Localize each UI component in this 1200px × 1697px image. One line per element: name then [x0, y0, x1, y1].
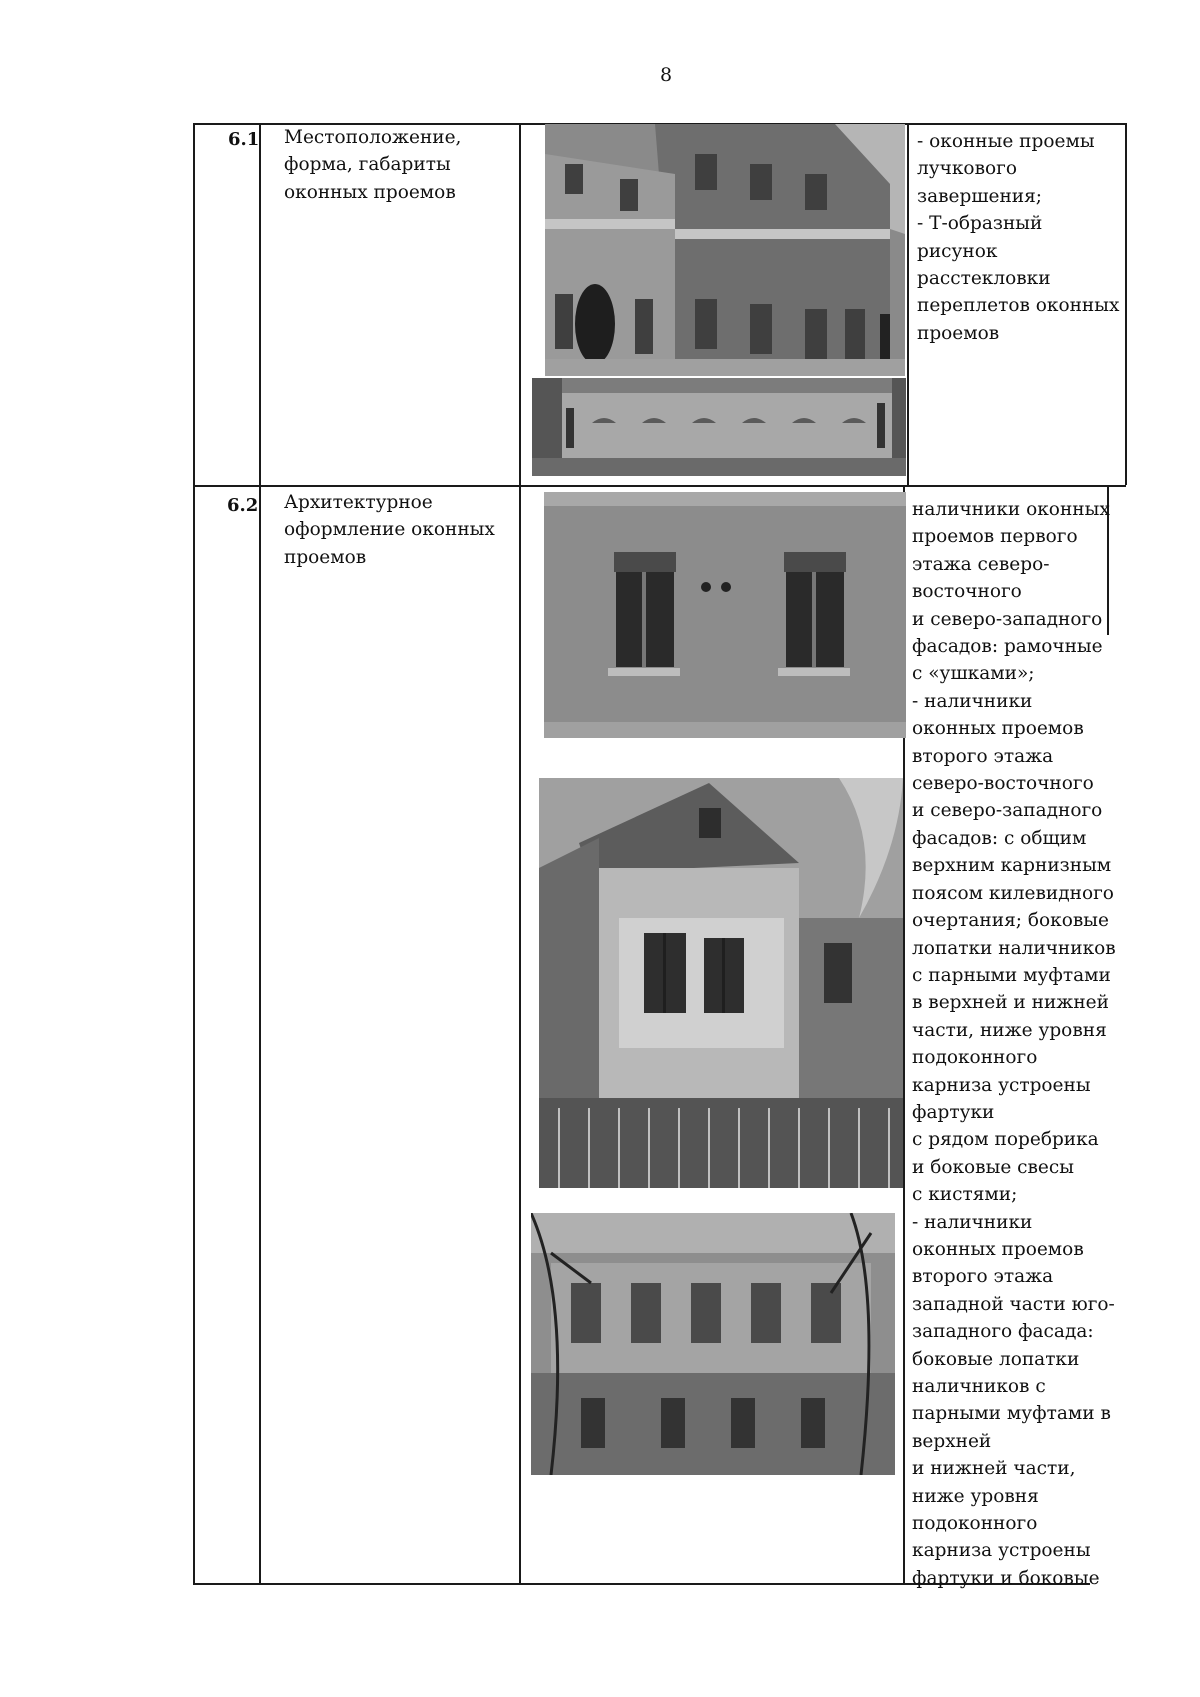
row-number: 6.1: [228, 129, 260, 150]
first-floor-windows-photo: [544, 492, 906, 738]
row-description: наличники оконных проемов первого этажа северо- восточного и северо-западного фасадов: рамочные с «ушками»; - наличники оконных проемов второго этажа северо-восточного и северо-западного фасадов: с общим верхним карнизным поясом килевидного очертания; боковые лопатки наличников с парными муфтами в верхней и нижней части, ниже уровня подоконного карниза устроены фартуки с рядом поребрика и боковые свесы с кистями; - наличники оконных проемов второго этажа западной части юго- западного фасада: боковые лопатки наличников с парными муфтами в верхней и нижней части, ниже уровня подоконного карниза устроены фартуки и боковые: [912, 499, 1116, 1589]
column-divider-2: [519, 123, 521, 1584]
column-divider-1: [259, 123, 261, 1584]
row-number: 6.2: [227, 495, 259, 516]
page-number: 8: [660, 64, 673, 86]
row-title: Архитектурное оформление оконных проемов: [284, 492, 495, 568]
column-divider-3-row1: [907, 123, 909, 485]
house-gable-photo: [539, 778, 903, 1188]
southwest-facade-photo: [531, 1213, 895, 1475]
row-description: - оконные проемы лучкового завершения; - Т-образный рисунок расстекловки переплетов оконных проемов: [917, 131, 1120, 344]
table-border-left: [193, 123, 195, 1584]
facade-strip-photo: [532, 378, 906, 476]
row-title: Местоположение, форма, габариты оконных проемов: [284, 127, 462, 203]
row-divider: [193, 485, 1126, 487]
building-corner-photo: [545, 124, 905, 376]
table-border-right-row1: [1125, 123, 1127, 485]
